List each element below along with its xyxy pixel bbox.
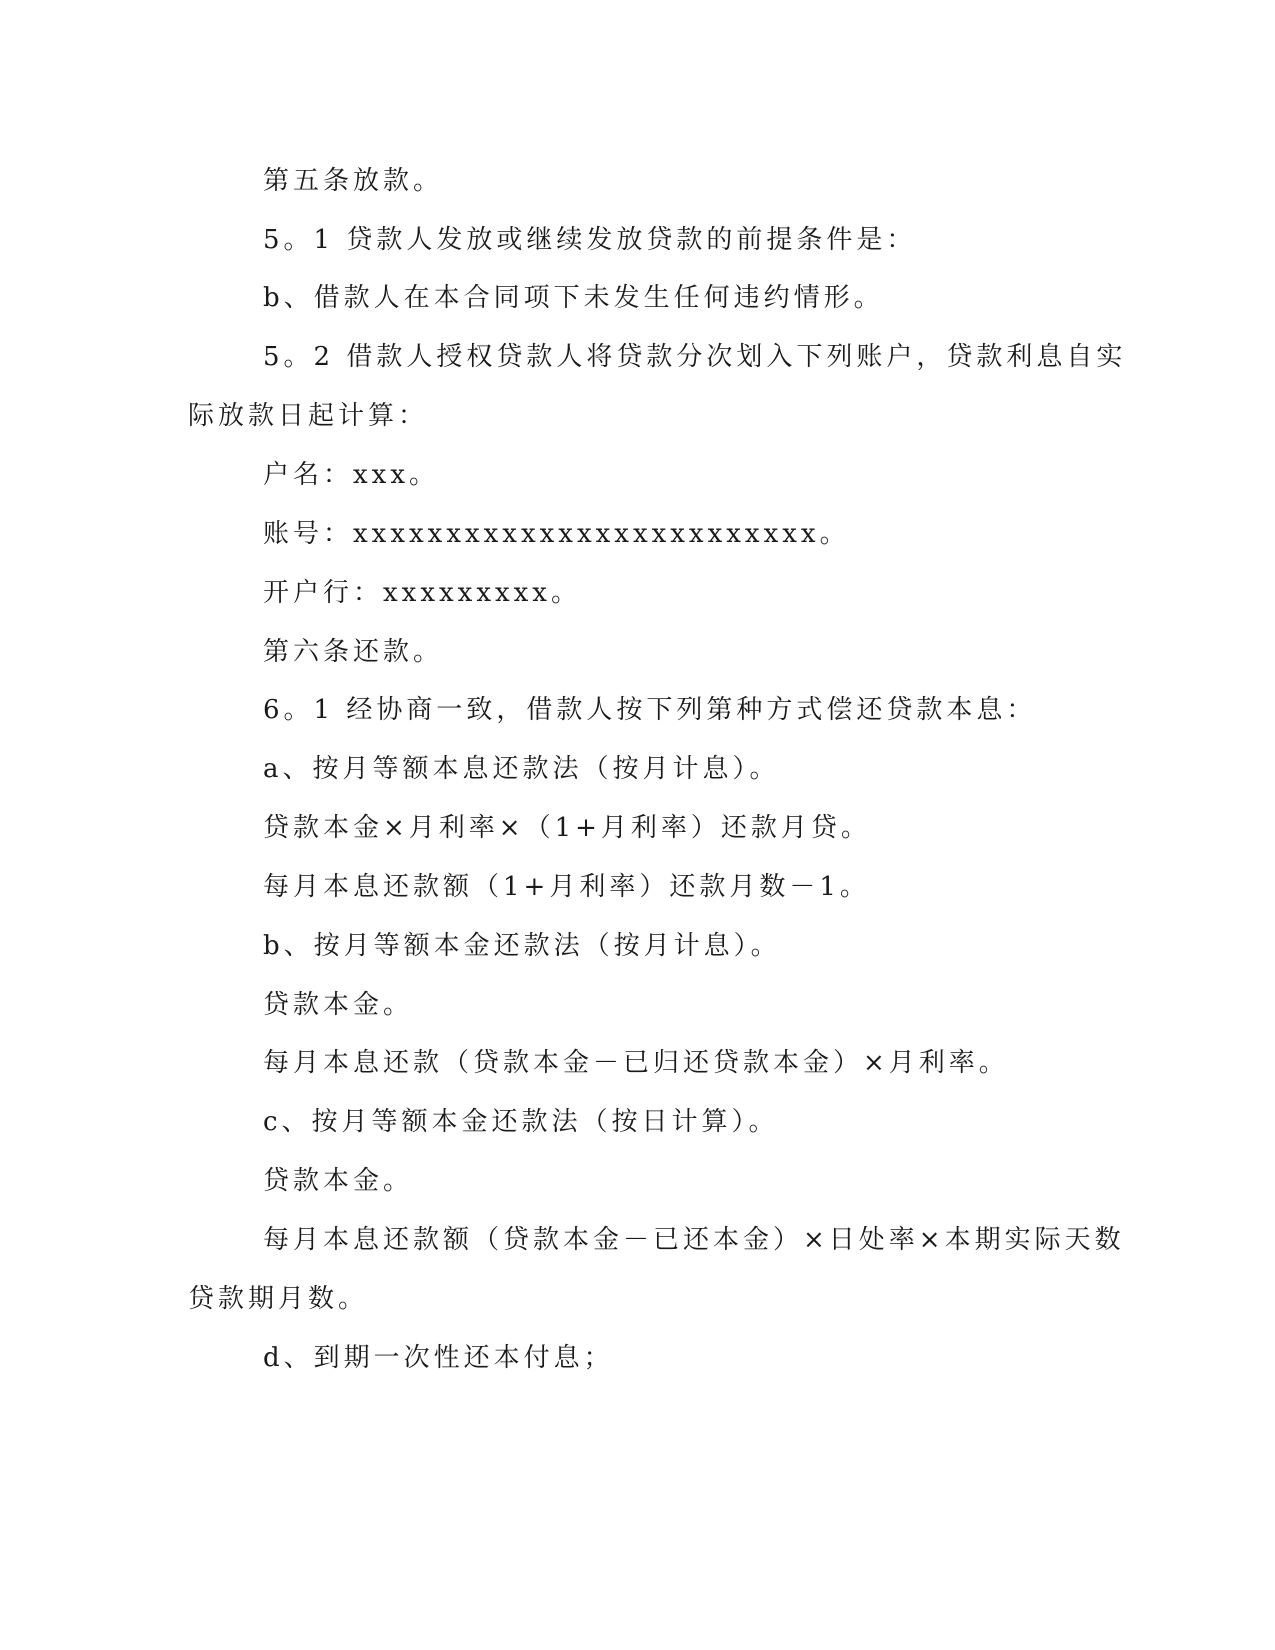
account-name-line: 户名：xxx。 [263, 460, 439, 490]
account-number-line: 账号：xxxxxxxxxxxxxxxxxxxxxxxxx。 [263, 519, 850, 549]
formula-b-1: 贷款本金。 [263, 990, 414, 1020]
paragraph-5-2-line-2: 际放款日起计算： [188, 401, 429, 431]
paragraph-6-1-c: c、按月等额本金还款法（按日计算）。 [263, 1107, 779, 1137]
formula-c-1: 贷款本金。 [263, 1166, 414, 1196]
paragraph-5-1-b: b、借款人在本合同项下未发生任何违约情形。 [263, 283, 884, 313]
formula-c-2-line-1: 每月本息还款额（贷款本金－已还本金）×日处率×本期实际天数 [263, 1225, 1125, 1255]
formula-b-2: 每月本息还款（贷款本金－已归还贷款本金）×月利率。 [263, 1048, 1009, 1078]
paragraph-6-1-a: a、按月等额本息还款法（按月计息）。 [263, 754, 780, 784]
paragraph-article-5-heading: 第五条放款。 [263, 166, 444, 196]
paragraph-5-1: 5。1 贷款人发放或继续发放贷款的前提条件是： [263, 225, 917, 255]
paragraph-6-1-d: d、到期一次性还本付息； [263, 1343, 614, 1373]
formula-c-2-line-2: 贷款期月数。 [188, 1284, 369, 1314]
paragraph-6-1: 6。1 经协商一致，借款人按下列第种方式偿还贷款本息： [263, 695, 1037, 725]
bank-branch-line: 开户行：xxxxxxxxx。 [263, 578, 581, 608]
formula-a-1: 贷款本金×月利率×（1+月利率）还款月贷。 [263, 813, 871, 843]
paragraph-6-1-b: b、按月等额本金还款法（按月计息）。 [263, 931, 781, 961]
formula-a-2: 每月本息还款额（1+月利率）还款月数－1。 [263, 872, 870, 902]
paragraph-5-2-line-1: 5。2 借款人授权贷款人将贷款分次划入下列账户，贷款利息自实 [263, 342, 1127, 372]
paragraph-article-6-heading: 第六条还款。 [263, 637, 444, 667]
